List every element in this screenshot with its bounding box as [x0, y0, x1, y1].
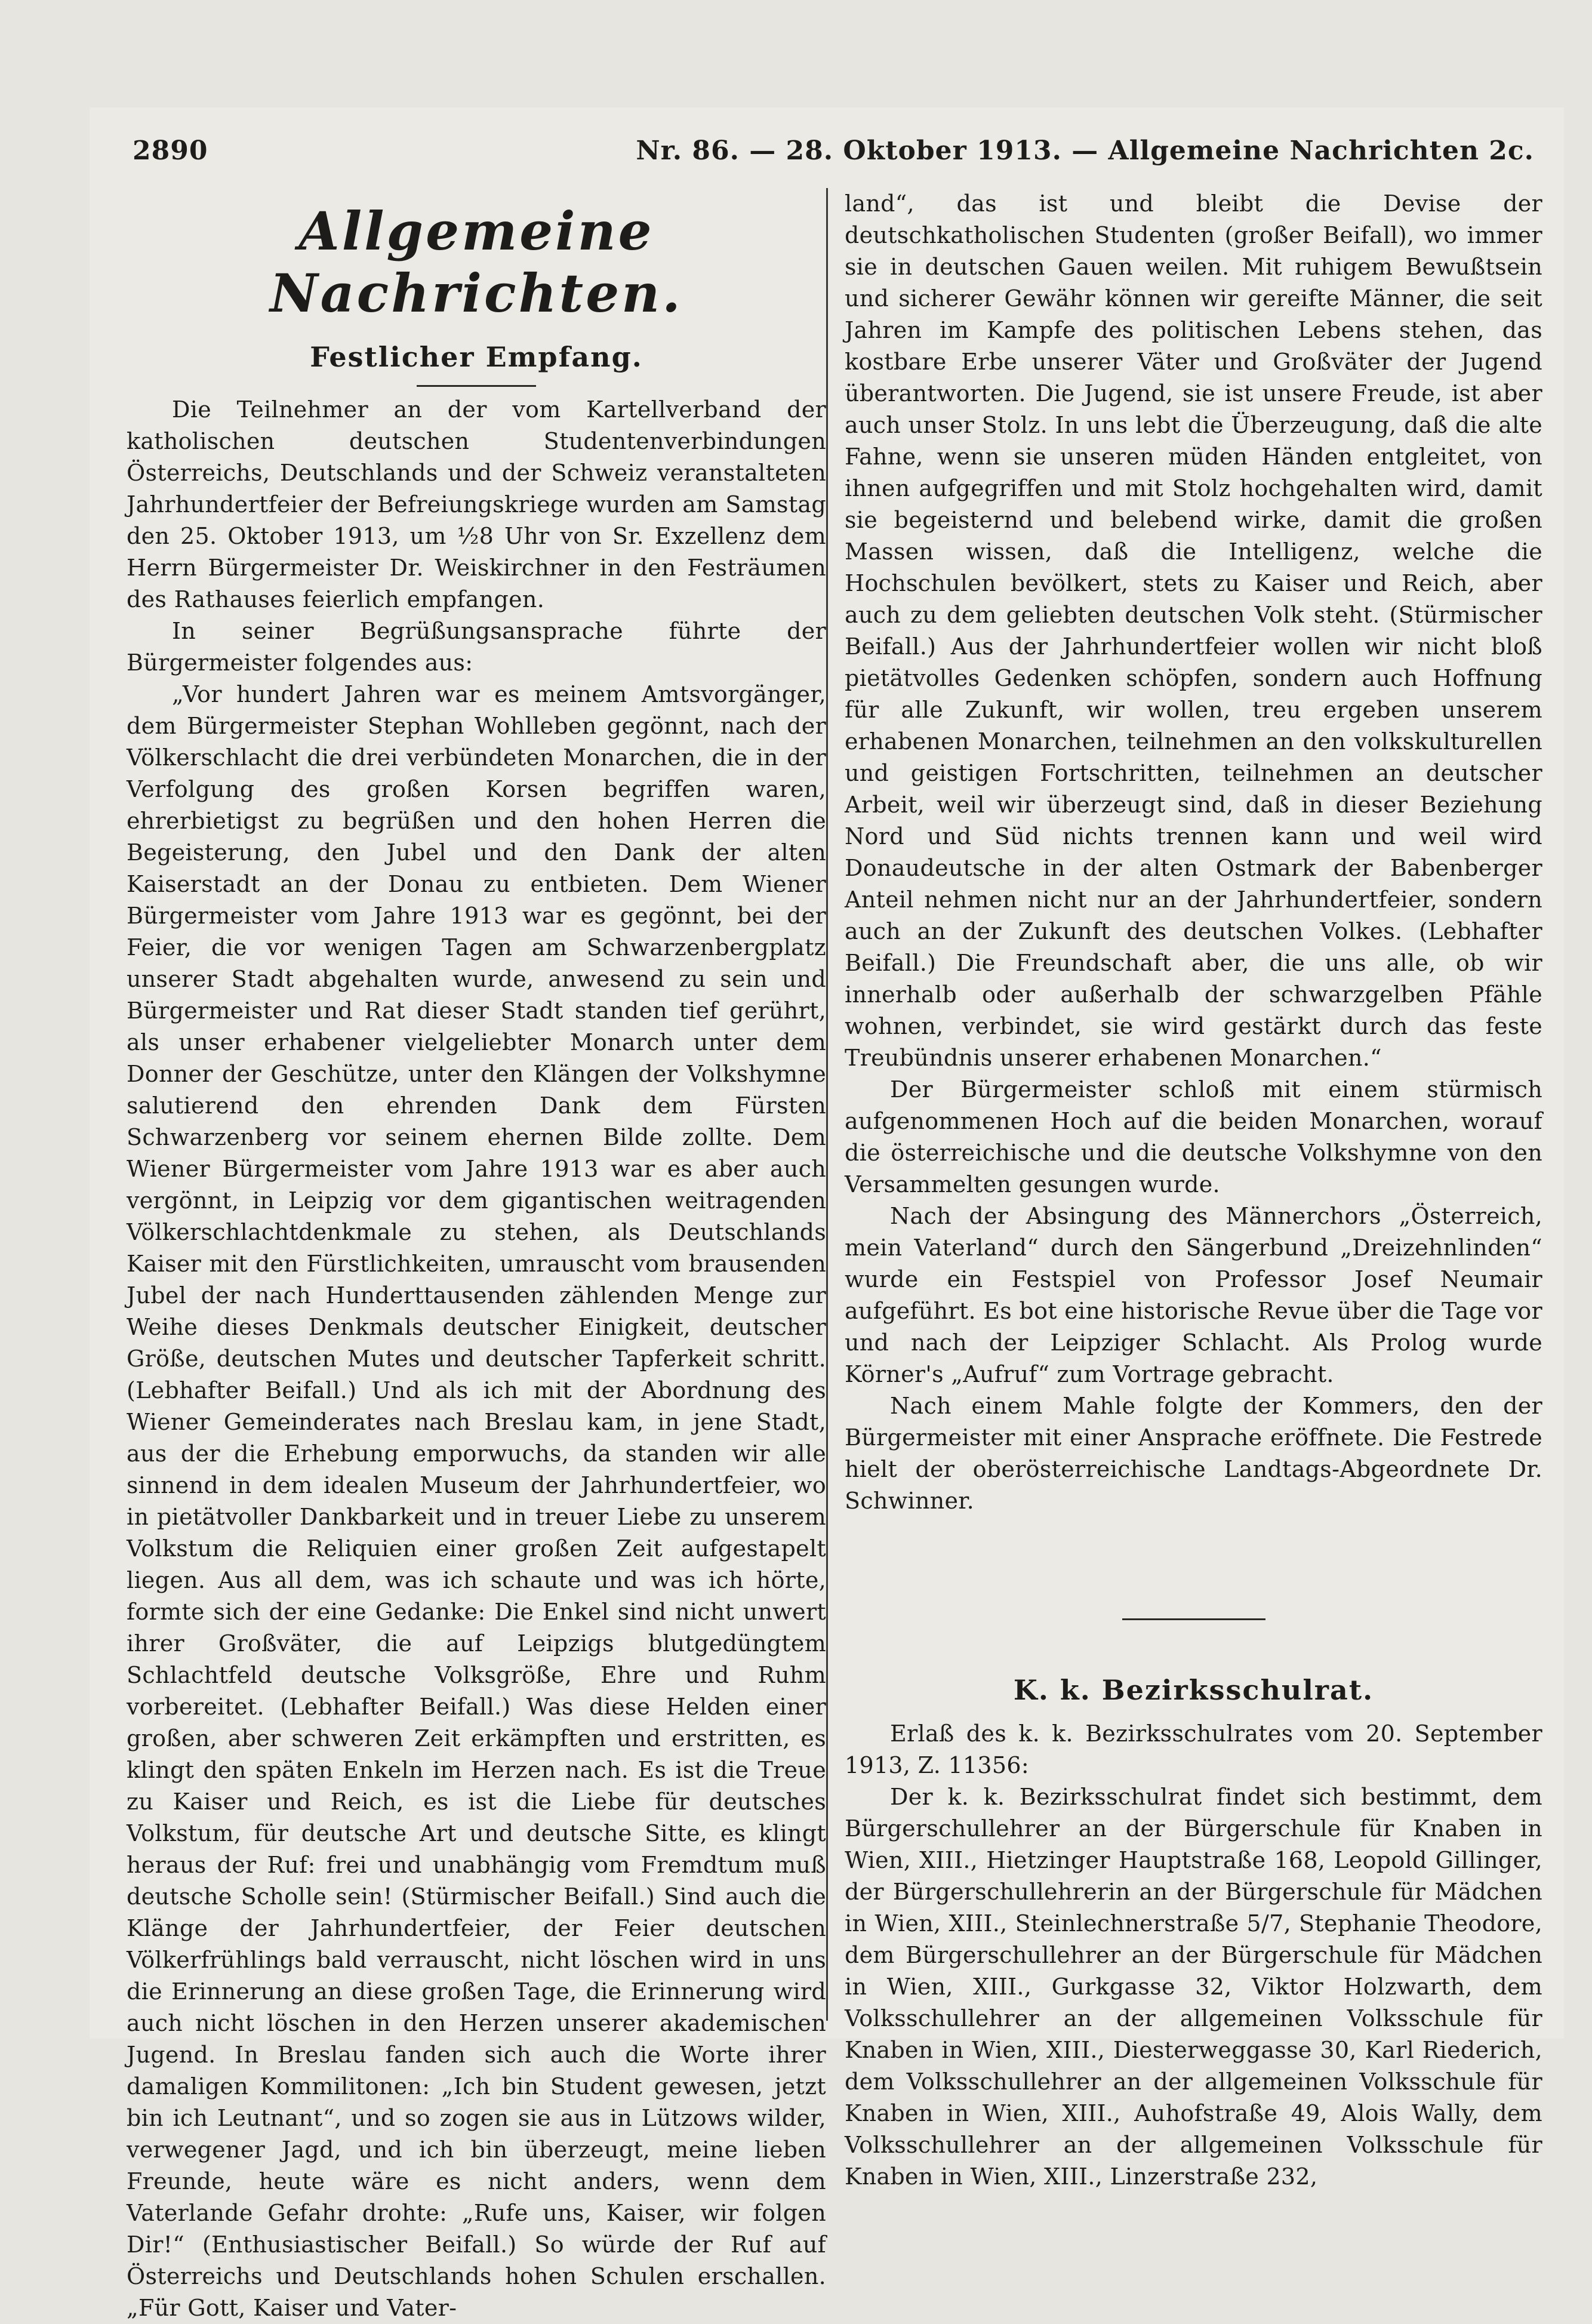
paragraph-greeting: In seiner Begrüßungsansprache führte der Bürgermeister folgendes aus:	[127, 618, 826, 676]
title-rule	[417, 385, 536, 387]
paragraph-intro: Die Teilnehmer an der vom Kartellverband der katholischen deutschen Studentenverbindungen Österreichs, Deutschlands und der Schweiz veranstalteten Jahrhundertfeier der Befreiungskriege wurden am Samstag den 25. Oktober 1913, um ½8 Uhr von Sr. Exzellenz dem Herrn Bürgermeister Dr. Weiskirchner in den Festräumen des Rathauses feierlich empfangen.	[127, 396, 826, 612]
main-title: Allgemeine Nachrichten.	[270, 200, 683, 324]
running-title: Nr. 86. — 28. Oktober 1913. — Allgemeine Nachrichten 2c.	[636, 136, 1534, 166]
paragraph-speech: „Vor hundert Jahren war es meinem Amtsvorgänger, dem Bürgermeister Stephan Wohlleben gegönnt, nach der Völkerschlacht die drei verbündeten Monarchen, die in der Verfolgung des großen Korsen begriffen waren, ehrerbietigst zu begrüßen und den hohen Herren die Begeisterung, den Jubel und den Dank der alten Kaiserstadt an der Donau zu entbieten. Dem Wiener Bürgermeister vom Jahre 1913 war es gegönnt, bei der Feier, die vor wenigen Tagen am Schwarzenbergplatz unserer Stadt abgehalten wurde, anwesend zu sein und Bürgermeister und Rat dieser Stadt standen tief gerührt, als unser erhabener vielgeliebter Monarch unter dem Donner der Geschütze, unter den Klängen der Volkshymne salutierend den ehrenden Dank dem Fürsten Schwarzenberg vor seinem ehernen Bilde zollte. Dem Wiener Bürgermeister vom Jahre 1913 war es aber auch vergönnt, in Leipzig vor dem gigantischen weitragenden Völkerschlachtdenkmale zu stehen, als Deutschlands Kaiser mit den Fürstlichkeiten, umrauscht vom brausenden Jubel der nach Hunderttausenden zählenden Menge zur Weihe dieses Denkmals deutscher Einigkeit, deutscher Größe, deutschen Mutes und deutscher Tapferkeit schritt. (Lebhafter Beifall.) Und als ich mit der Abordnung des Wiener Gemeinderates nach Breslau kam, in jene Stadt, aus der die Erhebung emporwuchs, da standen wir alle sinnend in dem idealen Museum der Jahrhundertfeier, wo in pietätvoller Dankbarkeit und in treuer Liebe zu unserem Volkstum die Reliquien einer großen Zeit aufgestapelt liegen. Aus all dem, was ich schaute und was ich hörte, formte sich der eine Gedanke: Die Enkel sind nicht unwert ihrer Großväter, die auf Leipzigs blutgedüngtem Schlachtfeld deutsche Volksgröße, Ehre und Ruhm vorbereitet. (Lebhafter Beifall.) Was diese Helden einer großen, aber schweren Zeit erkämpften und erstritten, es klingt den späten Enkeln im Herzen nach. Es ist die Treue zu Kaiser und Reich, es ist die Liebe für deutsches Volkstum, für deutsche Art und deutsche Sitte, es klingt heraus der Ruf: frei und unabhängig vom Fremdtum muß deutsche Scholle sein! (Stürmischer Beifall.) Sind auch die Klänge der Jahrhundertfeier, der Feier deutschen Völkerfrühlings bald verrauscht, nicht löschen wird in uns die Erinnerung an diese großen Tage, die Erinnerung wird auch nicht löschen in den Herzen unserer akademischen Jugend. In Breslau fanden sich auch die Worte ihrer damaligen Kommilitonen: „Ich bin Student gewesen, jetzt bin ich Leutnant“, und so zogen sie aus in Lützows wilder, verwegener Jagd, und ich bin überzeugt, meine lieben Freunde, heute wäre es nicht anders, wenn dem Vaterlande Gefahr drohte: „Rufe uns, Kaiser, wir folgen Dir!“ (Enthusiastischer Beifall.) So würde der Ruf auf Österreichs und Deutschlands hohen Schulen erschallen. „Für Gott, Kaiser und Vater-	[127, 681, 826, 2321]
page-number: 2890	[133, 136, 208, 166]
paragraph-kommers: Nach einem Mahle folgte der Kommers, den der Bürgermeister mit einer Ansprache eröffnete. Die Festrede hielt der oberösterreichische Landtags-Abgeordnete Dr. Schwinner.	[845, 1393, 1542, 1514]
article2-title: K. k. Bezirksschulrat.	[1013, 1674, 1374, 1706]
article-subtitle: Festlicher Empfang.	[310, 341, 643, 373]
right-column	[826, 188, 1542, 2190]
page-header	[133, 128, 1541, 170]
section-separator	[1122, 1618, 1265, 1620]
paragraph-erlass: Erlaß des k. k. Bezirksschulrates vom 20. September 1913, Z. 11356:	[845, 1720, 1542, 1778]
paragraph-closing: Der Bürgermeister schloß mit einem stürmisch aufgenommenen Hoch auf die beiden Monarchen, worauf die österreichische und die deutsche Volkshymne von den Versammelten gesungen wurde.	[845, 1076, 1542, 1198]
paragraph-bezirksschulrat: Der k. k. Bezirksschulrat findet sich bestimmt, dem Bürgerschullehrer an der Bürgerschule für Knaben in Wien, XIII., Hietzinger Hauptstraße 168, Leopold Gillinger, der Bürgerschullehrerin an der Bürgerschule für Mädchen in Wien, XIII., Steinlechnerstraße 5/7, Stephanie Theodore, dem Bürgerschullehrer an der Bürgerschule für Mädchen in Wien, XIII., Gurkgasse 32, Viktor Holzwarth, dem Volksschullehrer an der allgemeinen Volksschule für Knaben in Wien, XIII., Diesterweggasse 30, Karl Riederich, dem Volksschullehrer an der allgemeinen Volksschule für Knaben in Wien, XIII., Auhofstraße 49, Alois Wally, dem Volksschullehrer an der allgemeinen Volksschule für Knaben in Wien, XIII., Linzerstraße 232,	[845, 1784, 1542, 2190]
left-column	[127, 188, 826, 2321]
paragraph-speech-continued: land“, das ist und bleibt die Devise der deutschkatholischen Studenten (großer Beifall), wo immer sie in deutschen Gauen weilen. Mit ruhigem Bewußtsein und sicherer Gewähr können wir gereifte Männer, die seit Jahren im Kampfe des politischen Lebens stehen, das kostbare Erbe unserer Väter und Großväter der Jugend überantworten. Die Jugend, sie ist unsere Freude, ist aber auch unser Stolz. In uns lebt die Überzeugung, daß die alte Fahne, wenn sie unseren müden Händen entgleitet, von ihnen aufgegriffen und mit Stolz hochgehalten wird, damit sie begeisternd und belebend wirke, damit die großen Massen wissen, daß die Intelligenz, welche die Hochschulen bevölkert, stets zu Kaiser und Reich, aber auch zu dem geliebten deutschen Volk steht. (Stürmischer Beifall.) Aus der Jahrhundertfeier wollen wir nicht bloß pietätvolles Gedenken schöpfen, sondern auch Hoffnung für alle Zukunft, wir wollen, treu ergeben unserem erhabenen Monarchen, teilnehmen an den volkskulturellen und geistigen Fortschritten, teilnehmen an deutscher Arbeit, weil wir überzeugt sind, daß in dieser Beziehung Nord und Süd nichts trennen kann und weil wird Donaudeutsche in der alten Ostmark der Babenberger Anteil nehmen nicht nur an der Jahrhundertfeier, sondern auch an der Zukunft des deutschen Volkes. (Lebhafter Beifall.) Die Freundschaft aber, die uns alle, ob wir innerhalb oder außerhalb der schwarzgelben Pfähle wohnen, verbindet, sie wird gestärkt durch das feste Treubündnis unserer erhabenen Monarchen.“	[845, 190, 1542, 1071]
paragraph-festspiel: Nach der Absingung des Männerchors „Österreich, mein Vaterland“ durch den Sängerbund „Dreizehnlinden“ wurde ein Festspiel von Professor Josef Neumair aufgeführt. Es bot eine historische Revue über die Tage vor und nach der Leipziger Schlacht. Als Prolog wurde Körner's „Aufruf“ zum Vortrage gebracht.	[845, 1203, 1542, 1387]
